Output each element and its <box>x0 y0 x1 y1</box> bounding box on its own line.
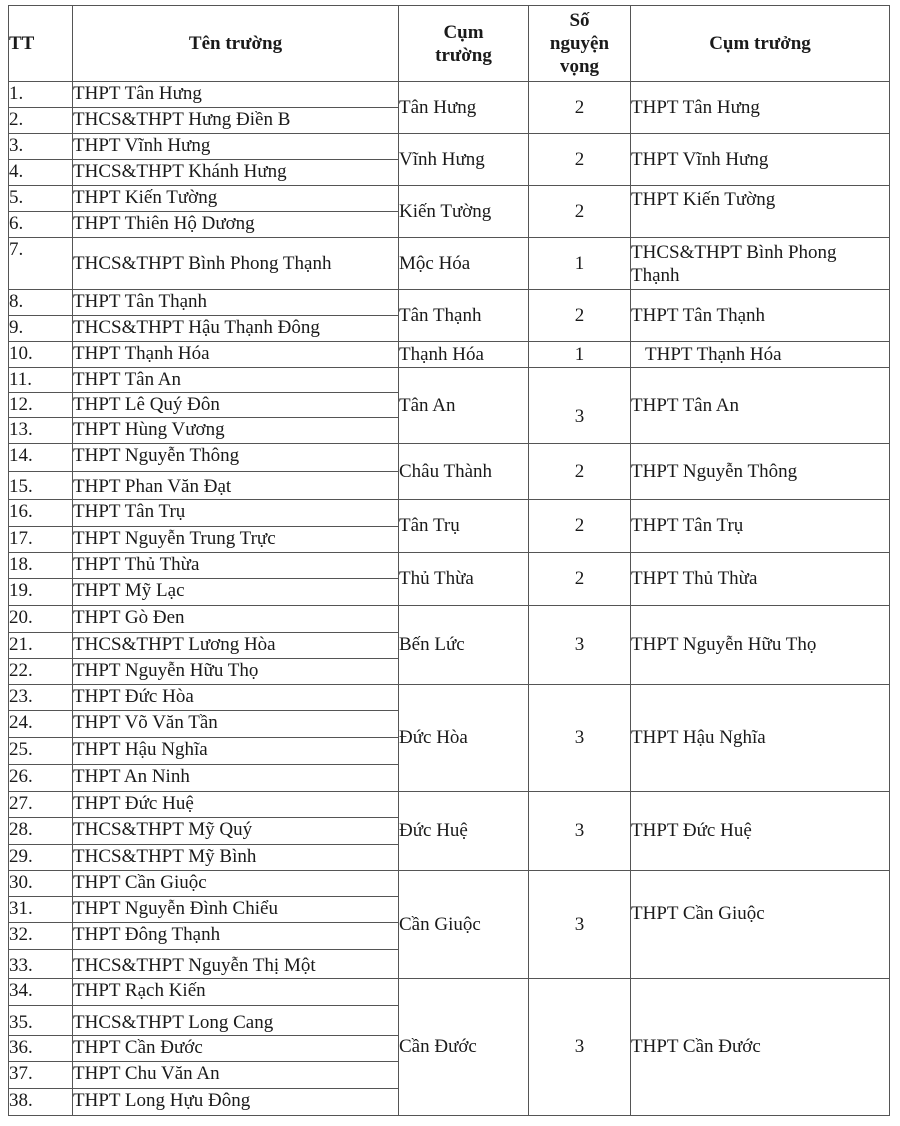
cluster-head: THPT Cần Đước <box>631 979 890 1116</box>
cluster-name: Đức Huệ <box>399 792 529 871</box>
cluster-name: Tân Thạnh <box>399 290 529 342</box>
cluster-head: THPT Kiến Tường <box>631 186 890 238</box>
header-cluster-head: Cụm trưởng <box>631 6 890 82</box>
row-number: 8. <box>9 290 73 316</box>
school-cluster-table <box>8 5 890 1116</box>
row-number: 27. <box>9 792 73 818</box>
table-row <box>9 368 890 393</box>
row-number: 31. <box>9 897 73 923</box>
header-aspirations: Số nguyện vọng <box>529 6 631 82</box>
aspiration-count: 3 <box>529 368 631 444</box>
school-name: THCS&THPT Hưng Điền B <box>73 108 399 134</box>
school-name: THPT Tân Trụ <box>73 500 399 527</box>
cluster-name: Đức Hòa <box>399 685 529 792</box>
row-number: 6. <box>9 212 73 238</box>
cluster-name: Thủ Thừa <box>399 553 529 606</box>
school-name: THPT Tân An <box>73 368 399 393</box>
table-row <box>9 553 890 579</box>
table-row <box>9 871 890 897</box>
cluster-name: Cần Giuộc <box>399 871 529 979</box>
header-school-name: Tên trường <box>73 6 399 82</box>
row-number: 16. <box>9 500 73 527</box>
table-row <box>9 290 890 316</box>
row-number: 26. <box>9 765 73 792</box>
school-name: THPT Chu Văn An <box>73 1062 399 1089</box>
row-number: 35. <box>9 1006 73 1036</box>
row-number: 21. <box>9 633 73 659</box>
row-number: 5. <box>9 186 73 212</box>
school-name: THPT Hậu Nghĩa <box>73 738 399 765</box>
school-name: THPT Gò Đen <box>73 606 399 633</box>
table-row <box>9 134 890 160</box>
school-name: THCS&THPT Mỹ Bình <box>73 845 399 871</box>
aspiration-count: 3 <box>529 792 631 871</box>
school-name: THCS&THPT Nguyễn Thị Một <box>73 950 399 979</box>
cluster-name: Thạnh Hóa <box>399 342 529 368</box>
school-name: THPT Lê Quý Đôn <box>73 393 399 418</box>
row-number: 11. <box>9 368 73 393</box>
row-number: 30. <box>9 871 73 897</box>
aspiration-count: 2 <box>529 500 631 553</box>
aspiration-count: 2 <box>529 82 631 134</box>
school-name: THPT Thạnh Hóa <box>73 342 399 368</box>
row-number: 4. <box>9 160 73 186</box>
row-number: 25. <box>9 738 73 765</box>
school-name: THPT Kiến Tường <box>73 186 399 212</box>
school-name: THPT Võ Văn Tần <box>73 711 399 738</box>
school-name: THPT Cần Đước <box>73 1036 399 1062</box>
school-name: THPT Nguyễn Đình Chiểu <box>73 897 399 923</box>
row-number: 20. <box>9 606 73 633</box>
row-number: 7. <box>9 238 73 290</box>
school-name: THPT Hùng Vương <box>73 418 399 444</box>
table-row <box>9 979 890 1006</box>
cluster-name: Cần Đước <box>399 979 529 1116</box>
row-number: 2. <box>9 108 73 134</box>
school-name: THPT Vĩnh Hưng <box>73 134 399 160</box>
aspiration-count: 3 <box>529 606 631 685</box>
aspiration-count: 3 <box>529 685 631 792</box>
row-number: 15. <box>9 472 73 500</box>
cluster-name: Mộc Hóa <box>399 238 529 290</box>
row-number: 36. <box>9 1036 73 1062</box>
row-number: 17. <box>9 527 73 553</box>
cluster-name: Bến Lức <box>399 606 529 685</box>
header-cluster: Cụm trường <box>399 6 529 82</box>
school-name: THPT Rạch Kiến <box>73 979 399 1006</box>
aspiration-count: 3 <box>529 871 631 979</box>
cluster-head: THCS&THPT Bình Phong Thạnh <box>631 238 890 290</box>
aspiration-count: 2 <box>529 186 631 238</box>
table-row <box>9 500 890 527</box>
row-number: 29. <box>9 845 73 871</box>
row-number: 13. <box>9 418 73 444</box>
aspiration-count: 2 <box>529 553 631 606</box>
table-row <box>9 685 890 711</box>
table-row <box>9 792 890 818</box>
header-tt: TT <box>9 6 73 82</box>
school-name: THCS&THPT Khánh Hưng <box>73 160 399 186</box>
cluster-name: Vĩnh Hưng <box>399 134 529 186</box>
cluster-head: THPT Đức Huệ <box>631 792 890 871</box>
school-name: THPT Phan Văn Đạt <box>73 472 399 500</box>
school-name: THPT Nguyễn Thông <box>73 444 399 472</box>
aspiration-count: 1 <box>529 342 631 368</box>
school-name: THPT Long Hựu Đông <box>73 1089 399 1116</box>
aspiration-count: 3 <box>529 979 631 1116</box>
cluster-head: THPT Vĩnh Hưng <box>631 134 890 186</box>
row-number: 32. <box>9 923 73 950</box>
cluster-name: Kiến Tường <box>399 186 529 238</box>
cluster-head: THPT Tân Trụ <box>631 500 890 553</box>
school-name: THPT Tân Hưng <box>73 82 399 108</box>
row-number: 24. <box>9 711 73 738</box>
row-number: 38. <box>9 1089 73 1116</box>
row-number: 1. <box>9 82 73 108</box>
cluster-head: THPT Hậu Nghĩa <box>631 685 890 792</box>
table-row <box>9 444 890 472</box>
table-header-row <box>9 6 890 82</box>
row-number: 10. <box>9 342 73 368</box>
table-row <box>9 186 890 212</box>
aspiration-count: 2 <box>529 290 631 342</box>
school-name: THPT Nguyễn Trung Trực <box>73 527 399 553</box>
cluster-head: THPT Tân An <box>631 368 890 444</box>
row-number: 9. <box>9 316 73 342</box>
row-number: 28. <box>9 818 73 845</box>
school-name: THCS&THPT Long Cang <box>73 1006 399 1036</box>
school-name: THPT Nguyễn Hữu Thọ <box>73 659 399 685</box>
cluster-head: THPT Thủ Thừa <box>631 553 890 606</box>
school-name: THPT Đông Thạnh <box>73 923 399 950</box>
school-name: THPT Tân Thạnh <box>73 290 399 316</box>
row-number: 3. <box>9 134 73 160</box>
table-row <box>9 606 890 633</box>
row-number: 34. <box>9 979 73 1006</box>
row-number: 23. <box>9 685 73 711</box>
school-name: THCS&THPT Bình Phong Thạnh <box>73 238 399 290</box>
cluster-name: Châu Thành <box>399 444 529 500</box>
cluster-head: THPT Nguyễn Thông <box>631 444 890 500</box>
row-number: 14. <box>9 444 73 472</box>
school-name: THPT Đức Huệ <box>73 792 399 818</box>
cluster-name: Tân Trụ <box>399 500 529 553</box>
school-name: THPT An Ninh <box>73 765 399 792</box>
school-name: THPT Mỹ Lạc <box>73 579 399 606</box>
school-name: THPT Thủ Thừa <box>73 553 399 579</box>
school-name: THCS&THPT Mỹ Quý <box>73 818 399 845</box>
table-row <box>9 342 890 368</box>
row-number: 12. <box>9 393 73 418</box>
school-name: THCS&THPT Hậu Thạnh Đông <box>73 316 399 342</box>
row-number: 19. <box>9 579 73 606</box>
cluster-head: THPT Thạnh Hóa <box>631 342 890 368</box>
aspiration-count: 2 <box>529 134 631 186</box>
school-name: THPT Đức Hòa <box>73 685 399 711</box>
row-number: 37. <box>9 1062 73 1089</box>
cluster-name: Tân An <box>399 368 529 444</box>
aspiration-count: 2 <box>529 444 631 500</box>
school-name: THPT Thiên Hộ Dương <box>73 212 399 238</box>
school-name: THCS&THPT Lương Hòa <box>73 633 399 659</box>
school-name: THPT Cần Giuộc <box>73 871 399 897</box>
cluster-name: Tân Hưng <box>399 82 529 134</box>
cluster-head: THPT Nguyễn Hữu Thọ <box>631 606 890 685</box>
row-number: 18. <box>9 553 73 579</box>
aspiration-count: 1 <box>529 238 631 290</box>
cluster-head: THPT Cần Giuộc <box>631 871 890 979</box>
cluster-head: THPT Tân Thạnh <box>631 290 890 342</box>
table-row <box>9 238 890 290</box>
table-row <box>9 82 890 108</box>
cluster-head: THPT Tân Hưng <box>631 82 890 134</box>
row-number: 33. <box>9 950 73 979</box>
row-number: 22. <box>9 659 73 685</box>
